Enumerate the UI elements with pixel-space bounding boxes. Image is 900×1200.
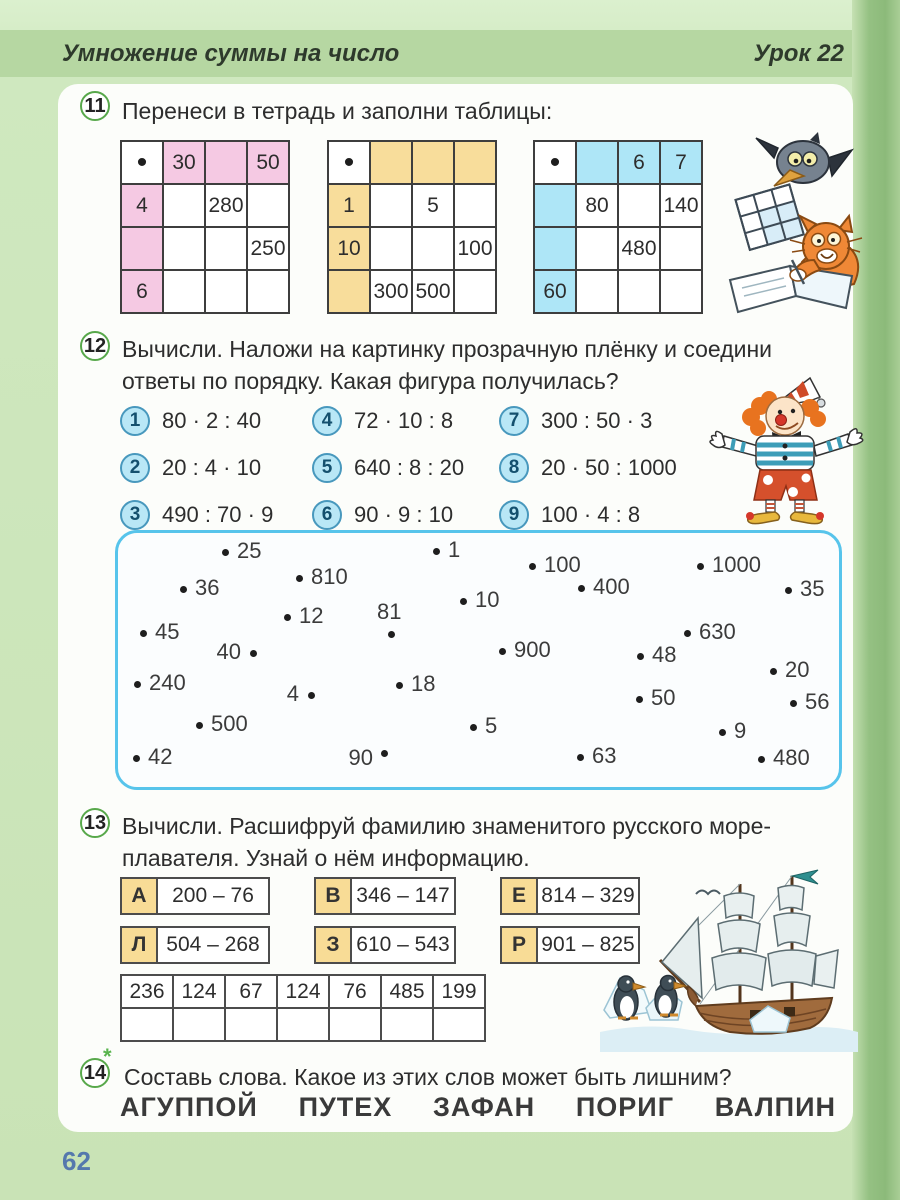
table-cell: 140 bbox=[661, 185, 703, 228]
expression-number-badge: 8 bbox=[499, 453, 529, 483]
table-cell: 7 bbox=[661, 142, 703, 185]
dot-marker bbox=[636, 696, 643, 703]
answer-cell-empty bbox=[434, 1009, 486, 1042]
fill-table-blue bbox=[533, 140, 703, 314]
answer-cell: 124 bbox=[174, 976, 226, 1009]
cipher-answer-empty-row bbox=[122, 1009, 486, 1042]
answer-cell: 76 bbox=[330, 976, 382, 1009]
table-cell bbox=[206, 142, 248, 185]
table-cell bbox=[329, 271, 371, 314]
dot-marker bbox=[133, 755, 140, 762]
page-header-title: Умножение суммы на число bbox=[62, 40, 400, 67]
lesson-label: Урок 22 bbox=[753, 40, 844, 67]
table-cell: 4 bbox=[122, 185, 164, 228]
dot-label: 9 bbox=[734, 718, 747, 743]
dot-marker bbox=[222, 549, 229, 556]
cipher-expression: 200 – 76 bbox=[172, 884, 254, 907]
dot-marker bbox=[637, 653, 644, 660]
cipher-letter: З bbox=[316, 928, 352, 962]
expression-text: 20 · 50 : 1000 bbox=[541, 454, 677, 480]
expression-text: 90 · 9 : 10 bbox=[354, 501, 454, 527]
expression-number-badge: 7 bbox=[499, 406, 529, 436]
cipher-problem bbox=[314, 926, 456, 964]
dot-label: 480 bbox=[773, 745, 810, 770]
dot-marker bbox=[470, 724, 477, 731]
task11-text: Перенеси в тетрадь и заполни таблицы: bbox=[122, 98, 553, 124]
dot-label: 35 bbox=[800, 576, 825, 601]
dot-label: 40 bbox=[216, 639, 241, 664]
table-cell bbox=[661, 228, 703, 271]
expression-item bbox=[312, 444, 499, 491]
ship-penguins-illustration bbox=[600, 860, 858, 1057]
task-number-badge-11: 11 bbox=[80, 91, 110, 121]
dot-label: 400 bbox=[593, 574, 630, 599]
cipher-expression: 901 – 825 bbox=[541, 933, 635, 956]
dot-marker bbox=[250, 650, 257, 657]
expression-text: 80 · 2 : 40 bbox=[162, 407, 262, 433]
task13-text-line1: Вычисли. Расшифруй фамилию знаменитого русского море- bbox=[122, 813, 772, 839]
scrambled-word: ПОРИГ bbox=[575, 1092, 675, 1122]
table-cell: 6 bbox=[619, 142, 661, 185]
dot-marker bbox=[719, 729, 726, 736]
dot-label: 63 bbox=[592, 743, 617, 768]
task12-expressions bbox=[120, 397, 739, 538]
cipher-expression: 504 – 268 bbox=[166, 933, 260, 956]
answer-cell-empty bbox=[330, 1009, 382, 1042]
expression-item bbox=[120, 397, 312, 444]
answer-cell: 67 bbox=[226, 976, 278, 1009]
expression-number-badge: 6 bbox=[312, 500, 342, 530]
page-number: 62 bbox=[62, 1146, 91, 1176]
table-cell bbox=[206, 271, 248, 314]
expression-number-badge: 5 bbox=[312, 453, 342, 483]
table-cell bbox=[371, 142, 413, 185]
task-number-badge-13: 13 bbox=[80, 808, 110, 838]
table-cell: 280 bbox=[206, 185, 248, 228]
table-cell: 6 bbox=[122, 271, 164, 314]
cipher-letter: Р bbox=[502, 928, 538, 962]
table-operation-cell: • bbox=[535, 142, 577, 185]
answer-cell: 236 bbox=[122, 976, 174, 1009]
dot-marker bbox=[785, 587, 792, 594]
task13-cipher-problems bbox=[120, 877, 640, 964]
dot-marker bbox=[381, 750, 388, 757]
table-cell bbox=[455, 142, 497, 185]
clown-illustration bbox=[698, 372, 888, 532]
dot-label: 56 bbox=[805, 689, 830, 714]
table-cell: 5 bbox=[413, 185, 455, 228]
table-cell bbox=[535, 228, 577, 271]
scrambled-word: ПУТЕХ bbox=[298, 1092, 393, 1122]
dot-marker bbox=[196, 722, 203, 729]
task12-text-line1: Вычисли. Наложи на картинку прозрачную плёнку и соедини bbox=[122, 336, 773, 362]
expression-number-badge: 4 bbox=[312, 406, 342, 436]
table-cell: 250 bbox=[248, 228, 290, 271]
expression-number-badge: 2 bbox=[120, 453, 150, 483]
table-cell bbox=[164, 228, 206, 271]
answer-cell-empty bbox=[174, 1009, 226, 1042]
table-cell: 100 bbox=[455, 228, 497, 271]
dot-label: 630 bbox=[699, 619, 736, 644]
table-cell: 80 bbox=[577, 185, 619, 228]
dot-marker bbox=[770, 668, 777, 675]
cipher-problem bbox=[120, 877, 270, 915]
table-cell: 10 bbox=[329, 228, 371, 271]
dot-marker bbox=[460, 598, 467, 605]
table-cell bbox=[164, 271, 206, 314]
expression-text: 490 : 70 · 9 bbox=[162, 501, 274, 527]
table-cell: 1 bbox=[329, 185, 371, 228]
dot-label: 4 bbox=[286, 681, 299, 706]
dot-label: 12 bbox=[299, 603, 324, 628]
dot-marker bbox=[529, 563, 536, 570]
expression-item bbox=[312, 397, 499, 444]
table-cell bbox=[248, 185, 290, 228]
dot-marker bbox=[308, 692, 315, 699]
dot-label: 500 bbox=[211, 711, 248, 736]
task14-star-marker: * bbox=[103, 1044, 112, 1069]
crow-and-cat-illustration bbox=[722, 132, 877, 322]
task-number-badge-12: 12 bbox=[80, 331, 110, 361]
expression-text: 100 · 4 : 8 bbox=[541, 501, 641, 527]
table-cell: 480 bbox=[619, 228, 661, 271]
dot-label: 810 bbox=[311, 564, 348, 589]
answer-cell-empty bbox=[122, 1009, 174, 1042]
dot-marker bbox=[396, 682, 403, 689]
table-cell bbox=[164, 185, 206, 228]
dot-marker bbox=[140, 630, 147, 637]
dot-label: 10 bbox=[475, 587, 500, 612]
table-cell bbox=[455, 185, 497, 228]
expression-number-badge: 3 bbox=[120, 500, 150, 530]
task14-text: Составь слова. Какое из этих слов может быть лишним? bbox=[124, 1064, 732, 1090]
table-cell bbox=[206, 228, 248, 271]
table-cell bbox=[122, 228, 164, 271]
answer-cell: 199 bbox=[434, 976, 486, 1009]
dot-label: 90 bbox=[348, 745, 373, 770]
task12-text-line2: ответы по порядку. Какая фигура получилась? bbox=[122, 368, 619, 394]
table-cell bbox=[577, 142, 619, 185]
table-cell bbox=[413, 142, 455, 185]
answer-cell-empty bbox=[278, 1009, 330, 1042]
cipher-letter: Е bbox=[502, 879, 538, 913]
table-cell: 30 bbox=[164, 142, 206, 185]
expression-text: 72 · 10 : 8 bbox=[354, 407, 454, 433]
dot-marker bbox=[180, 586, 187, 593]
dot-marker bbox=[134, 681, 141, 688]
dot-label: 48 bbox=[652, 642, 677, 667]
dot-label: 45 bbox=[155, 619, 180, 644]
table-operation-cell: • bbox=[122, 142, 164, 185]
table-cell bbox=[619, 271, 661, 314]
cipher-problem bbox=[314, 877, 456, 915]
table-cell: 60 bbox=[535, 271, 577, 314]
table-cell bbox=[413, 228, 455, 271]
table-cell: 50 bbox=[248, 142, 290, 185]
table-cell bbox=[661, 271, 703, 314]
cipher-expression: 346 – 147 bbox=[356, 884, 450, 907]
cipher-expression: 814 – 329 bbox=[541, 884, 635, 907]
cipher-letter: Л bbox=[122, 928, 158, 962]
expression-number-badge: 9 bbox=[499, 500, 529, 530]
dot-marker bbox=[697, 563, 704, 570]
answer-cell: 124 bbox=[278, 976, 330, 1009]
dot-label: 50 bbox=[651, 685, 676, 710]
expression-number-badge: 1 bbox=[120, 406, 150, 436]
cipher-expression: 610 – 543 bbox=[356, 933, 450, 956]
cipher-answer-values-row bbox=[122, 976, 486, 1009]
answer-cell: 485 bbox=[382, 976, 434, 1009]
header-band bbox=[0, 30, 900, 77]
dot-label: 81 bbox=[377, 599, 402, 624]
dot-label: 25 bbox=[237, 538, 262, 563]
scrambled-word: ЗАФАН bbox=[433, 1092, 536, 1122]
table-cell: 300 bbox=[371, 271, 413, 314]
answer-cell-empty bbox=[382, 1009, 434, 1042]
answer-cell-empty bbox=[226, 1009, 278, 1042]
table-cell bbox=[619, 185, 661, 228]
table-cell bbox=[535, 185, 577, 228]
cipher-letter: В bbox=[316, 879, 352, 913]
table-operation-cell: • bbox=[329, 142, 371, 185]
cipher-problem bbox=[120, 926, 270, 964]
dot-label: 5 bbox=[485, 713, 498, 738]
dot-label: 18 bbox=[411, 671, 436, 696]
dot-marker bbox=[388, 631, 395, 638]
scrambled-word: ВАЛПИН bbox=[714, 1092, 836, 1122]
table-cell bbox=[248, 271, 290, 314]
dot-marker bbox=[578, 585, 585, 592]
dot-marker bbox=[433, 548, 440, 555]
table-cell bbox=[455, 271, 497, 314]
expression-text: 300 : 50 · 3 bbox=[541, 407, 653, 433]
dot-marker bbox=[296, 575, 303, 582]
dot-label: 42 bbox=[148, 744, 173, 769]
task-number-badge-14: 14 bbox=[80, 1058, 110, 1088]
table-cell: 500 bbox=[413, 271, 455, 314]
dot-label: 1000 bbox=[712, 552, 761, 577]
expression-item bbox=[120, 444, 312, 491]
table-cell bbox=[577, 271, 619, 314]
dot-label: 900 bbox=[514, 637, 551, 662]
expression-text: 640 : 8 : 20 bbox=[354, 454, 465, 480]
cipher-letter: А bbox=[122, 879, 158, 913]
table-cell bbox=[577, 228, 619, 271]
dot-marker bbox=[284, 614, 291, 621]
fill-table-yellow bbox=[327, 140, 497, 314]
dot-marker bbox=[499, 648, 506, 655]
dot-marker bbox=[577, 754, 584, 761]
task14-scrambled-words bbox=[120, 1092, 836, 1123]
task13-text-line2: плавателя. Узнай о нём информацию. bbox=[122, 845, 530, 871]
dot-marker bbox=[790, 700, 797, 707]
dot-label: 20 bbox=[785, 657, 810, 682]
connect-dots-field bbox=[115, 530, 842, 790]
dot-label: 1 bbox=[448, 537, 461, 562]
table-cell bbox=[371, 185, 413, 228]
dot-marker bbox=[684, 630, 691, 637]
table-cell bbox=[371, 228, 413, 271]
dot-marker bbox=[758, 756, 765, 763]
expression-text: 20 : 4 · 10 bbox=[162, 454, 262, 480]
cipher-answer-table bbox=[120, 974, 486, 1042]
dot-label: 240 bbox=[149, 670, 186, 695]
fill-table-pink bbox=[120, 140, 290, 314]
dot-label: 100 bbox=[544, 552, 581, 577]
scrambled-word: АГУППОЙ bbox=[120, 1092, 258, 1122]
dot-label: 36 bbox=[195, 575, 220, 600]
